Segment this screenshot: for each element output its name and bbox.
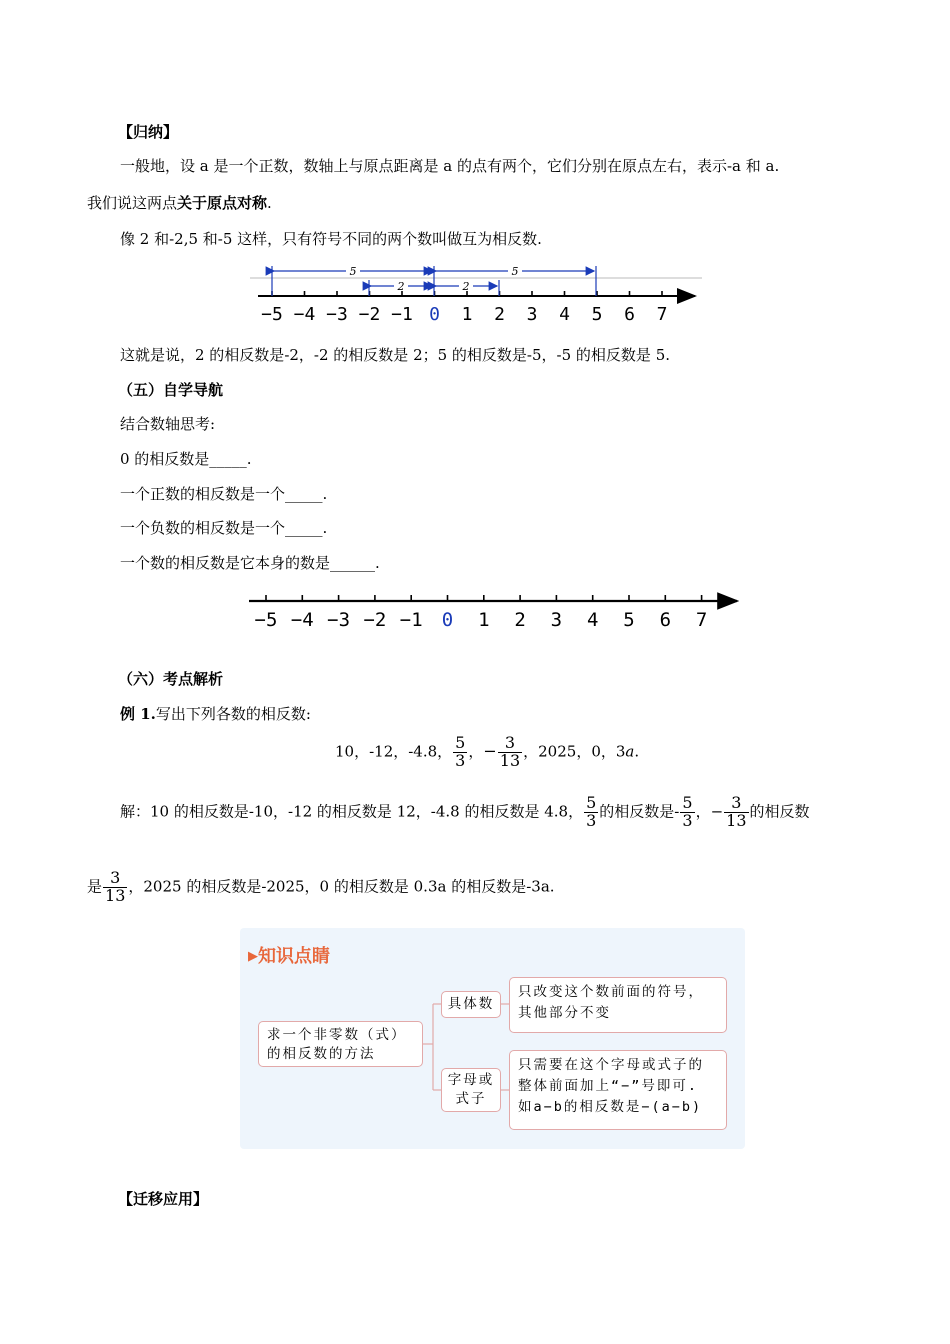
list-comma: ， [468,742,484,761]
nl2-tick-label: 1 [478,609,490,631]
number-list [335,735,639,770]
frac2-den: 13 [499,750,521,770]
branch1-description: 只改变这个数前面的符号，其他部分不变 [509,977,727,1033]
symmetry-term: 关于原点对称 [177,194,268,212]
question-2: 一个正数的相反数是一个_____. [120,485,328,503]
nl2-tick-label: 0 [441,609,454,631]
nl1-tick-label: −4 [293,304,316,325]
list-end: ，2025，0，3 [523,742,626,761]
branch2-desc-1: 只需要在这个字母或式子的整体前面加上“−”号即可. [518,1057,704,1094]
minus-sign: − [483,741,497,761]
opposite-examples: 这就是说，2 的相反数是-2，-2 的相反数是 2；5 的相反数是-5，-5 的相反数是 5. [120,346,671,364]
nl1-tick-label: 3 [526,304,538,325]
nl1-tick-label: 2 [494,304,505,325]
sol-part-a: 解：10 的相反数是-10，-12 的相反数是 12，-4.8 的相反数是 4.8， [120,802,584,821]
branch2-description [509,1050,727,1130]
summary-line-2-suffix: . [267,194,272,212]
summary-heading: 【归纳】 [118,123,179,141]
nl2-tick-label: −4 [290,609,314,631]
nl1-tick-label: 6 [624,304,635,325]
root-node: 求一个非零数（式）的相反数的方法 [258,1021,423,1067]
list-start: 10，-12，-4.8， [335,742,453,761]
frac2-num: 3 [498,735,522,753]
sol2-part-b: ，2025 的相反数是-2025，0 的相反数是 0.3a 的相反数是-3a. [128,877,555,896]
nl2-tick-label: 2 [514,609,526,631]
solution-line-1 [120,795,810,830]
question-4: 一个数的相反数是它本身的数是______. [120,554,380,572]
frac1-den: 3 [455,750,466,770]
question-1: 0 的相反数是_____. [120,450,252,468]
sol-frac1-num: 5 [586,793,597,812]
nl1-tick-label: 5 [591,304,603,325]
list-var: a [625,742,635,761]
branch-specific-number: 具体数 [441,991,501,1018]
dist-label-right-5: 5 [511,265,519,278]
sol-fraction-1 [584,795,598,830]
sol-fraction-2 [680,795,694,830]
nl1-tick-label: −3 [326,304,348,325]
analysis-heading: （六）考点解析 [118,670,224,688]
sol-frac3-num: 3 [724,795,748,813]
number-line-blank [245,588,745,634]
sol-fraction-3 [724,795,748,830]
list-period: . [634,742,640,761]
number-line-symmetric [250,258,705,330]
nl1-tick-label: 7 [656,304,668,325]
nl2-tick-label: 6 [659,609,672,631]
nl2-tick-label: −5 [254,609,278,631]
sol2-frac-den: 13 [105,885,126,905]
nl2-tick-label: 7 [695,609,708,631]
nl1-tick-label: −2 [358,304,381,325]
nl1-tick-label: −1 [391,304,413,325]
self-study-heading: （五）自学导航 [118,381,224,399]
branch-letter-expression: 字母或式子 [441,1068,501,1112]
dist-label-left-5: 5 [349,265,357,278]
summary-line-1: 一般地，设 a 是一个正数，数轴上与原点距离是 a 的点有两个，它们分别在原点左右，表示-a 和 a. [120,157,780,175]
nl2-tick-label: 4 [586,609,599,631]
sol2-fraction [103,870,127,905]
nl1-tick-label: 1 [461,304,473,325]
fraction-3-13 [498,735,522,770]
nl2-tick-label: −2 [363,609,387,631]
sol-frac2-num: 5 [682,793,693,812]
solution-line-2 [87,870,555,905]
self-study-intro: 结合数轴思考: [120,415,216,433]
fraction-5-3 [453,735,467,770]
transfer-heading: 【迁移应用】 [118,1190,209,1208]
nl1-tick-label: 0 [429,304,440,325]
sol-part-b: 的相反数是- [599,802,680,821]
nl2-tick-label: 3 [550,609,563,631]
sol-frac2-den: 3 [682,810,693,830]
summary-line-2-prefix: 我们说这两点 [87,194,178,212]
summary-line-3: 像 2 和-2,5 和-5 这样，只有符号不同的两个数叫做互为相反数. [120,230,542,248]
nl2-tick-label: −3 [327,609,351,631]
frac1-num: 5 [455,733,466,752]
nl1-tick-label: −5 [261,304,283,325]
nl2-tick-label: 5 [623,609,635,631]
nl1-tick-label: 4 [559,304,570,325]
summary-line-2 [87,192,272,213]
play-triangle-icon: ▶ [248,949,258,964]
branch2-desc-2: 如a−b的相反数是−(a−b) [518,1099,703,1115]
sol-frac1-den: 3 [586,810,597,830]
example-prompt: 写出下列各数的相反数: [155,705,311,723]
sol2-part-a: 是 [87,877,103,896]
dist-label-right-2: 2 [462,280,470,293]
dist-label-left-2: 2 [397,280,405,293]
sol-part-c: ，− [695,802,724,821]
sol-frac3-den: 13 [726,810,747,830]
knowledge-title-text: 知识点睛 [258,946,330,967]
knowledge-box [240,928,745,1149]
sol2-frac-num: 3 [103,870,127,888]
example-1 [120,703,311,724]
question-3: 一个负数的相反数是一个_____. [120,519,328,537]
nl2-tick-label: −1 [399,609,423,631]
example-label: 例 1. [120,705,156,723]
sol-part-d: 的相反数 [749,802,810,821]
